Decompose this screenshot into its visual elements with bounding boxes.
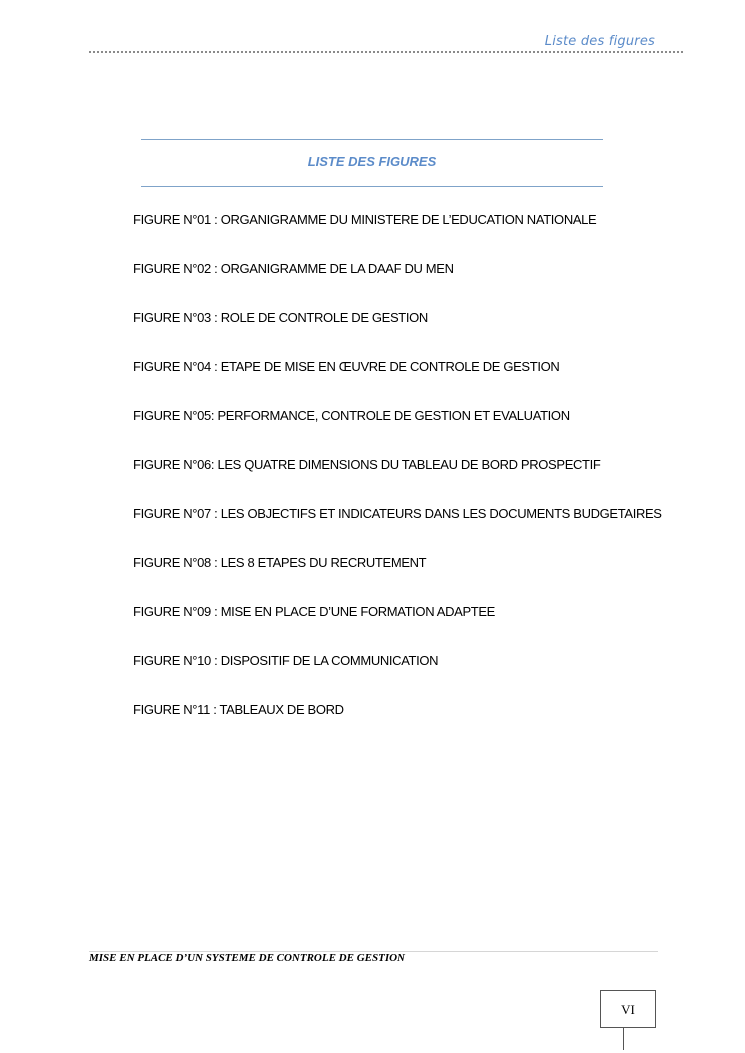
footer-document-title: MISE EN PLACE D’UN SYSTEME DE CONTROLE DE GESTION — [89, 952, 405, 964]
running-header-title: Liste des figures — [544, 34, 655, 49]
figure-entry-07: FIGURE N°07 : LES OBJECTIFS ET INDICATEURS DANS LES DOCUMENTS BUDGETAIRES — [133, 506, 662, 521]
figure-entry-04: FIGURE N°04 : ETAPE DE MISE EN ŒUVRE DE CONTROLE DE GESTION — [133, 359, 560, 374]
figure-entry-11: FIGURE N°11 : TABLEAUX DE BORD — [133, 702, 344, 717]
figure-entry-10: FIGURE N°10 : DISPOSITIF DE LA COMMUNICATION — [133, 653, 439, 668]
figure-entry-09: FIGURE N°09 : MISE EN PLACE D’UNE FORMATION ADAPTEE — [133, 604, 496, 619]
page-number-box — [600, 990, 656, 1028]
header-divider — [89, 51, 683, 53]
figure-entry-02: FIGURE N°02 : ORGANIGRAMME DE LA DAAF DU MEN — [133, 261, 454, 276]
list-of-figures-title: LISTE DES FIGURES — [307, 154, 437, 169]
title-top-rule — [141, 139, 603, 140]
figure-list — [133, 211, 662, 750]
figure-entry-06: FIGURE N°06: LES QUATRE DIMENSIONS DU TABLEAU DE BORD PROSPECTIF — [133, 457, 601, 472]
figure-entry-05: FIGURE N°05: PERFORMANCE, CONTROLE DE GESTION ET EVALUATION — [133, 408, 570, 423]
page-number-stem — [623, 1028, 624, 1050]
title-bottom-rule — [141, 186, 603, 187]
figure-entry-08: FIGURE N°08 : LES 8 ETAPES DU RECRUTEMENT — [133, 555, 427, 570]
figure-entry-03: FIGURE N°03 : ROLE DE CONTROLE DE GESTION — [133, 310, 428, 325]
figure-entry-01: FIGURE N°01 : ORGANIGRAMME DU MINISTERE DE L’EDUCATION NATIONALE — [133, 212, 597, 227]
page-number: VI — [621, 1002, 635, 1017]
